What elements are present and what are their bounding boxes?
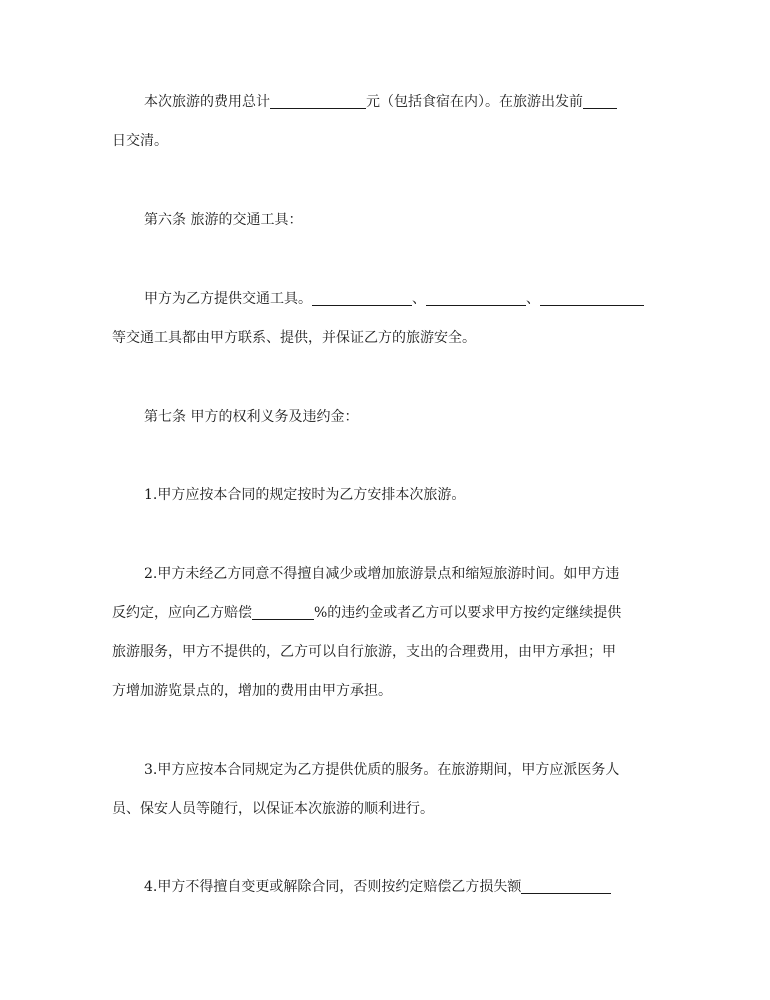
- transport-blank-3: [540, 287, 644, 306]
- item-1-text: 1.甲方应按本合同的规定按时为乙方安排本次旅游。: [144, 487, 466, 503]
- compensation-label: 反约定，应向乙方赔偿: [112, 605, 252, 621]
- payment-days-blank: [583, 90, 617, 109]
- transport-blank-2: [426, 287, 526, 306]
- article-6-heading: 第六条 旅游的交通工具：: [144, 212, 303, 228]
- fee-currency-text: 元（包括食宿在内）。在旅游出发前: [366, 94, 583, 110]
- separator: 、: [526, 291, 540, 307]
- transport-blank-1: [312, 287, 412, 306]
- article-7-heading: 第七条 甲方的权利义务及违约金：: [144, 409, 359, 425]
- item-3-line-1: 3.甲方应按本合同规定为乙方提供优质的服务。在旅游期间，甲方应派医务人: [144, 762, 620, 778]
- fee-paragraph-line-1: [112, 86, 658, 118]
- transport-paragraph-line-2: 等交通工具都由甲方联系、提供，并保证乙方的旅游安全。: [112, 330, 476, 346]
- transport-label: 甲方为乙方提供交通工具。: [144, 291, 312, 307]
- separator: 、: [412, 291, 426, 307]
- penalty-percent-blank: [252, 601, 314, 620]
- item-4-text: 4.甲方不得擅自变更或解除合同，否则按约定赔偿乙方损失额: [144, 879, 522, 895]
- fee-amount-blank: [270, 90, 366, 109]
- fee-paragraph-line-2: 日交清。: [112, 133, 168, 149]
- item-2-line-1: 2.甲方未经乙方同意不得擅自减少或增加旅游景点和缩短旅游时间。如甲方违: [144, 566, 620, 582]
- item-2-line-3: 旅游服务，甲方不提供的，乙方可以自行旅游，支出的合理费用，由甲方承担；甲: [112, 644, 616, 660]
- item-4-line-1: [112, 871, 658, 903]
- item-2-line-2: [112, 597, 658, 629]
- penalty-text: %的违约金或者乙方可以要求甲方按约定继续提供: [314, 605, 622, 621]
- item-3-line-2: 员、保安人员等随行，以保证本次旅游的顺利进行。: [112, 801, 434, 817]
- fee-total-label: 本次旅游的费用总计: [144, 94, 270, 110]
- transport-paragraph-line-1: [112, 283, 658, 315]
- loss-amount-blank: [521, 875, 611, 894]
- item-2-line-4: 方增加游览景点的，增加的费用由甲方承担。: [112, 683, 392, 699]
